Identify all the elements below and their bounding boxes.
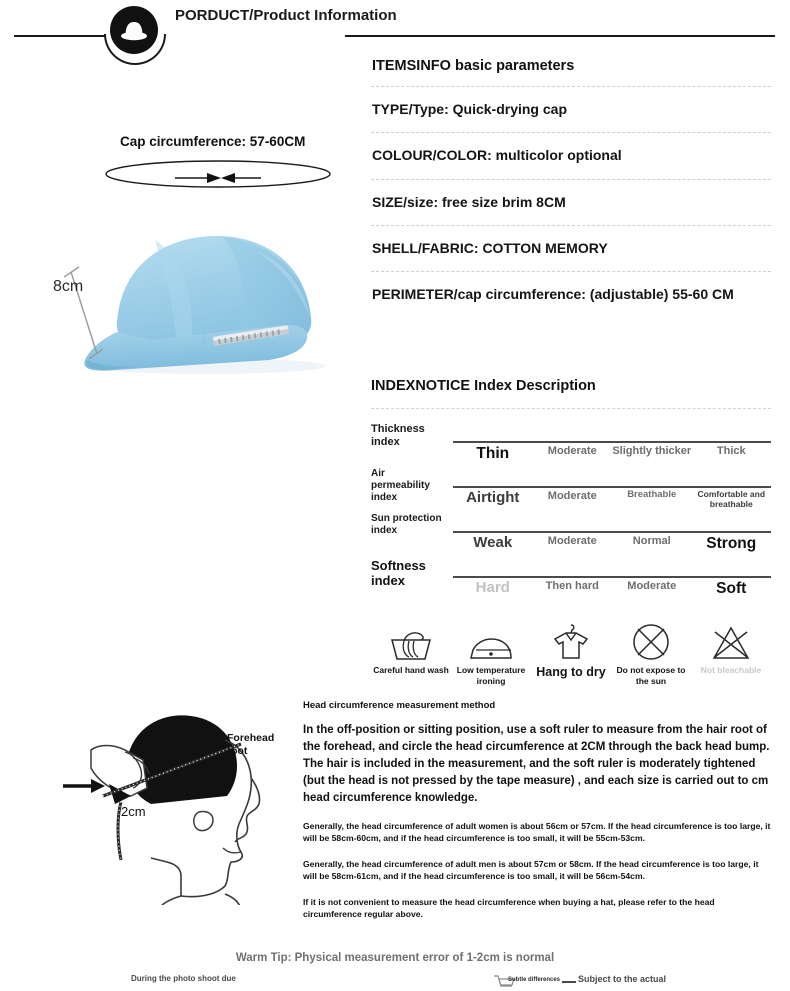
index-row-rule	[453, 531, 771, 533]
care-item	[371, 622, 451, 700]
cap-badge-icon	[110, 6, 158, 54]
forehead-root-label: Forehead root	[227, 732, 275, 757]
spec-row: PERIMETER/cap circumference: (adjustable) 55-60 CM	[371, 271, 771, 317]
index-row	[371, 558, 771, 603]
index-option: Moderate	[627, 580, 677, 592]
care-item	[531, 622, 611, 700]
footer-right-note: Subject to the actual	[578, 974, 667, 984]
spec-row: COLOUR/COLOR: multicolor optional	[371, 132, 771, 178]
measurement-note: Generally, the head circumference of adult women is about 56cm or 57cm. If the head circumference is too large, it will be 58cm-60cm, and if the head circumference is too small, it will be 55cm-53cm.	[303, 820, 771, 844]
spec-row: SHELL/FABRIC: COTTON MEMORY	[371, 225, 771, 271]
footer-left-note: During the photo shoot due	[131, 974, 236, 983]
index-option-group	[453, 580, 771, 610]
circumference-ellipse-diagram	[103, 156, 333, 192]
brim-dimension-bracket	[63, 258, 103, 368]
care-item	[611, 622, 691, 700]
care-label: Do not expose to the sun	[616, 665, 686, 686]
specs-section	[371, 58, 771, 318]
care-label: Low temperature ironing	[456, 665, 526, 686]
specs-title: ITEMSINFO basic parameters	[372, 58, 575, 74]
low-temp-iron-icon	[467, 622, 515, 662]
index-row-rule	[453, 486, 771, 488]
index-option: Weak	[473, 534, 513, 551]
index-row-rule	[453, 576, 771, 578]
index-row-label: Air permeability index	[371, 468, 430, 503]
spec-row: TYPE/Type: Quick-drying cap	[371, 86, 771, 132]
page-header	[0, 0, 790, 60]
index-option: Strong	[706, 535, 757, 552]
header-rule-right	[345, 35, 775, 37]
index-option: Thick	[716, 445, 746, 457]
index-row-label: Softness index	[371, 558, 426, 589]
index-option: Slightly thicker	[612, 445, 692, 457]
index-option: Moderate	[547, 445, 597, 457]
index-option: Then hard	[545, 580, 599, 592]
index-row-rule	[453, 441, 771, 443]
index-row-label: Thickness index	[371, 423, 425, 448]
cap-circumference-label: Cap circumference: 57-60CM	[120, 134, 306, 149]
index-title: INDEXNOTICE Index Description	[371, 378, 771, 409]
care-label: Hang to dry	[536, 665, 606, 679]
care-item	[691, 622, 771, 700]
care-item	[451, 622, 531, 700]
index-section	[371, 378, 771, 603]
care-label: Careful hand wash	[373, 665, 449, 675]
no-sun-exposure-icon	[631, 622, 671, 662]
cap-photo-section	[25, 128, 355, 388]
measurement-heading: Head circumference measurement method	[303, 700, 496, 711]
offset-2cm-label: 2cm	[121, 804, 146, 819]
index-option: Normal	[632, 535, 671, 547]
page-title: PORDUCT/Product Information	[175, 7, 397, 24]
measurement-note: If it is not convenient to measure the head circumference when buying a hat, please refer to the head circumference regular above.	[303, 896, 715, 920]
measurement-main-text: In the off-position or sitting position, use a soft ruler to measure from the hair root of the forehead, and circle the head circumference at 2CM through the back head bump. The hair is included in the measurement, and the soft ruler is moderately tightened (but the head is not pressed by the tape measure) , and each size is carried out to cm head circumference knowledge.	[303, 723, 770, 804]
warm-tip: Warm Tip: Physical measurement error of 1-2cm is normal	[235, 952, 555, 964]
index-row-label: Sun protection index	[371, 513, 442, 536]
index-option: Airtight	[466, 489, 520, 506]
index-option: Comfortable and breathable	[697, 489, 766, 509]
brim-dimension-label: 8cm	[53, 278, 84, 295]
index-option: Breathable	[627, 489, 677, 500]
index-row	[371, 468, 771, 513]
care-label: Not bleachable	[700, 665, 762, 675]
index-option: Soft	[716, 580, 747, 597]
index-option: Moderate	[547, 490, 597, 502]
spec-row: SIZE/size: free size brim 8CM	[371, 179, 771, 225]
index-option: Hard	[475, 579, 510, 596]
no-bleach-icon	[710, 622, 752, 662]
hand-wash-icon	[388, 622, 434, 662]
head-measurement-diagram	[55, 700, 295, 905]
footer-divider	[562, 981, 576, 983]
index-row	[371, 423, 771, 468]
care-instructions-row	[371, 622, 771, 700]
index-row	[371, 513, 771, 558]
index-option: Moderate	[547, 535, 597, 547]
index-option: Thin	[476, 445, 510, 462]
measurement-instructions	[303, 700, 773, 921]
hang-to-dry-icon	[548, 622, 594, 662]
header-rule-left	[14, 35, 106, 37]
measurement-note: Generally, the head circumference of adult men is about 57cm or 58cm. If the head circumference is too large, it will be 58cm-61cm, and if the head circumference is too small, it will be 56cm-54cm.	[303, 858, 759, 882]
footer-center-note: Subtle differences	[508, 977, 561, 983]
